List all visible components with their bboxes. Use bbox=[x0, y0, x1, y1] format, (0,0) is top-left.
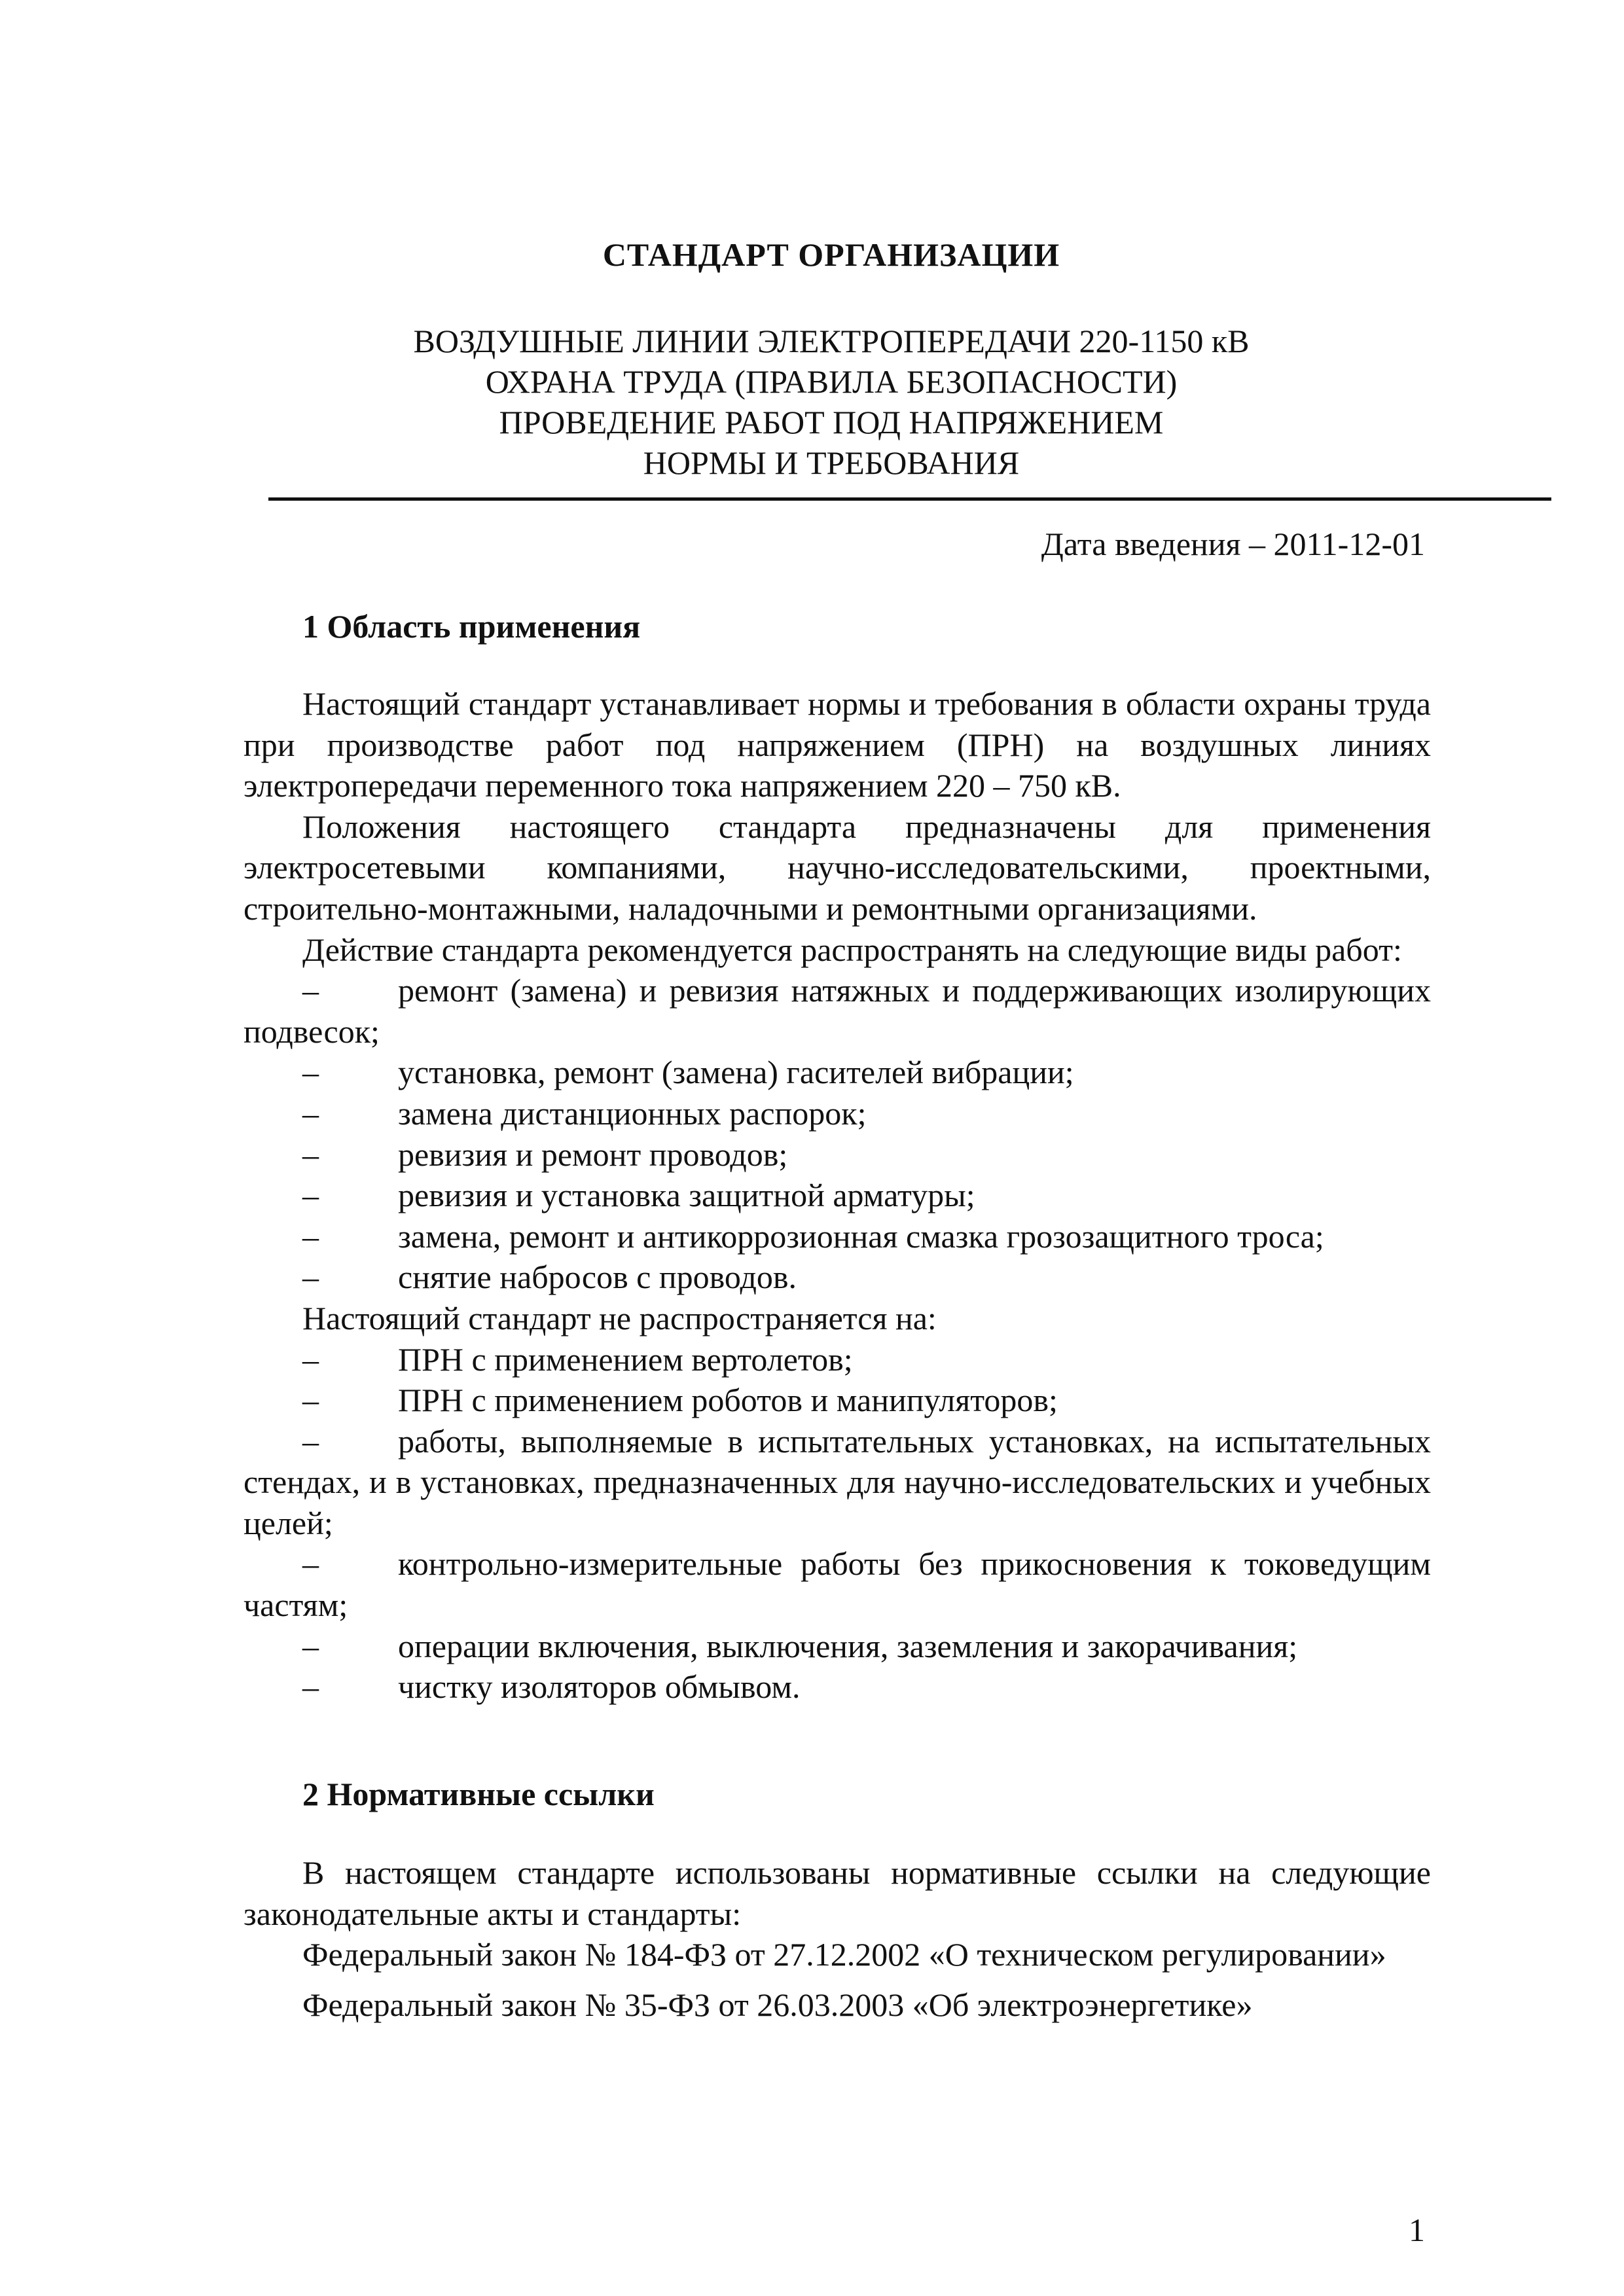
section-2-heading: 2 Нормативные ссылки bbox=[302, 1776, 655, 1812]
dash-marker: – bbox=[302, 1627, 319, 1664]
section-1-heading: 1 Область применения bbox=[302, 608, 641, 645]
dash-marker: – bbox=[302, 1177, 319, 1214]
list-item-text: ремонт (замена) и ревизия натяжных и поддерживающих изолирующих подвесок; bbox=[244, 972, 1431, 1050]
subtitle-line: НОРМЫ И ТРЕБОВАНИЯ bbox=[643, 444, 1020, 481]
dash-marker: – bbox=[302, 1545, 319, 1583]
list-item-text: установка, ремонт (замена) гасителей вибрации; bbox=[398, 1054, 1074, 1091]
list-item bbox=[244, 1380, 1431, 1421]
section-2-body bbox=[244, 1852, 1431, 2025]
subtitle-line: ПРОВЕДЕНИЕ РАБОТ ПОД НАПРЯЖЕНИЕМ bbox=[499, 404, 1164, 440]
dash-marker: – bbox=[302, 1668, 319, 1706]
document-title: СТАНДАРТ ОРГАНИЗАЦИИ bbox=[602, 236, 1060, 273]
introduction-date: Дата введения – 2011-12-01 bbox=[1041, 526, 1425, 562]
dash-marker: – bbox=[302, 1054, 319, 1091]
list-item-text: ПРН с применением вертолетов; bbox=[398, 1340, 853, 1378]
section-1-body bbox=[244, 683, 1431, 1708]
list-item bbox=[244, 1257, 1431, 1298]
list-item-text: ПРН с применением роботов и манипуляторов; bbox=[398, 1382, 1058, 1419]
list-item-text: ревизия и установка защитной арматуры; bbox=[398, 1177, 975, 1214]
dash-marker: – bbox=[302, 1340, 319, 1378]
list-item bbox=[244, 1216, 1431, 1257]
subtitle-line: ВОЗДУШНЫЕ ЛИНИИ ЭЛЕКТРОПЕРЕДАЧИ 220-1150 кВ bbox=[413, 323, 1250, 359]
list-item-text: контрольно-измерительные работы без прикосновения к токоведущим частям; bbox=[244, 1545, 1431, 1624]
document-subtitle bbox=[0, 321, 1624, 483]
list-item-text: чистку изоляторов обмывом. bbox=[398, 1668, 801, 1706]
dash-marker: – bbox=[302, 972, 319, 1009]
dash-marker: – bbox=[302, 1382, 319, 1419]
list-item-text: операции включения, выключения, заземления и закорачивания; bbox=[398, 1627, 1298, 1664]
list-item-text: замена, ремонт и антикоррозионная смазка грозозащитного троса; bbox=[398, 1217, 1324, 1255]
paragraph: Федеральный закон № 184-ФЗ от 27.12.2002 «О техническом регулировании» bbox=[302, 1936, 1386, 1973]
paragraph: Действие стандарта рекомендуется распространять на следующие виды работ: bbox=[302, 931, 1402, 968]
list-item-text: замена дистанционных распорок; bbox=[398, 1094, 867, 1132]
subtitle-line: ОХРАНА ТРУДА (ПРАВИЛА БЕЗОПАСНОСТИ) bbox=[485, 363, 1178, 400]
list-item-text: снятие набросов с проводов. bbox=[398, 1259, 797, 1296]
list-item bbox=[244, 1093, 1431, 1134]
list-item-text: ревизия и ремонт проводов; bbox=[398, 1136, 788, 1173]
list-item-text: работы, выполняемые в испытательных установках, на испытательных стендах, и в установках, предназначенных для научно-исследовательских и учебных целей; bbox=[244, 1422, 1431, 1541]
list-item bbox=[244, 1134, 1431, 1175]
list-item bbox=[244, 1626, 1431, 1667]
paragraph: Положения настоящего стандарта предназначены для применения электросетевыми компаниями, научно-исследовательскими, проектными, строительно-монтажными, наладочными и ремонтными организациями. bbox=[244, 808, 1431, 927]
list-item bbox=[244, 1339, 1431, 1380]
list-item bbox=[244, 970, 1431, 1052]
list-item bbox=[244, 1175, 1431, 1216]
dash-marker: – bbox=[302, 1217, 319, 1255]
list-item bbox=[244, 1543, 1431, 1625]
page-number: 1 bbox=[1409, 2212, 1425, 2248]
list-item bbox=[244, 1052, 1431, 1093]
dash-marker: – bbox=[302, 1422, 319, 1460]
list-item bbox=[244, 1666, 1431, 1708]
paragraph: Настоящий стандарт не распространяется на: bbox=[302, 1299, 937, 1336]
list-item bbox=[244, 1421, 1431, 1544]
dash-marker: – bbox=[302, 1259, 319, 1296]
paragraph: В настоящем стандарте использованы нормативные ссылки на следующие законодательные акты и стандарты: bbox=[244, 1854, 1431, 1932]
header-divider bbox=[268, 497, 1551, 501]
paragraph: Федеральный закон № 35-ФЗ от 26.03.2003 «Об электроэнергетике» bbox=[302, 1986, 1253, 2023]
dash-marker: – bbox=[302, 1136, 319, 1173]
paragraph: Настоящий стандарт устанавливает нормы и требования в области охраны труда при производстве работ под напряжением (ПРН) на воздушных линиях электропередачи переменного тока напряжением 220 – 750 кВ. bbox=[244, 685, 1431, 804]
dash-marker: – bbox=[302, 1094, 319, 1132]
